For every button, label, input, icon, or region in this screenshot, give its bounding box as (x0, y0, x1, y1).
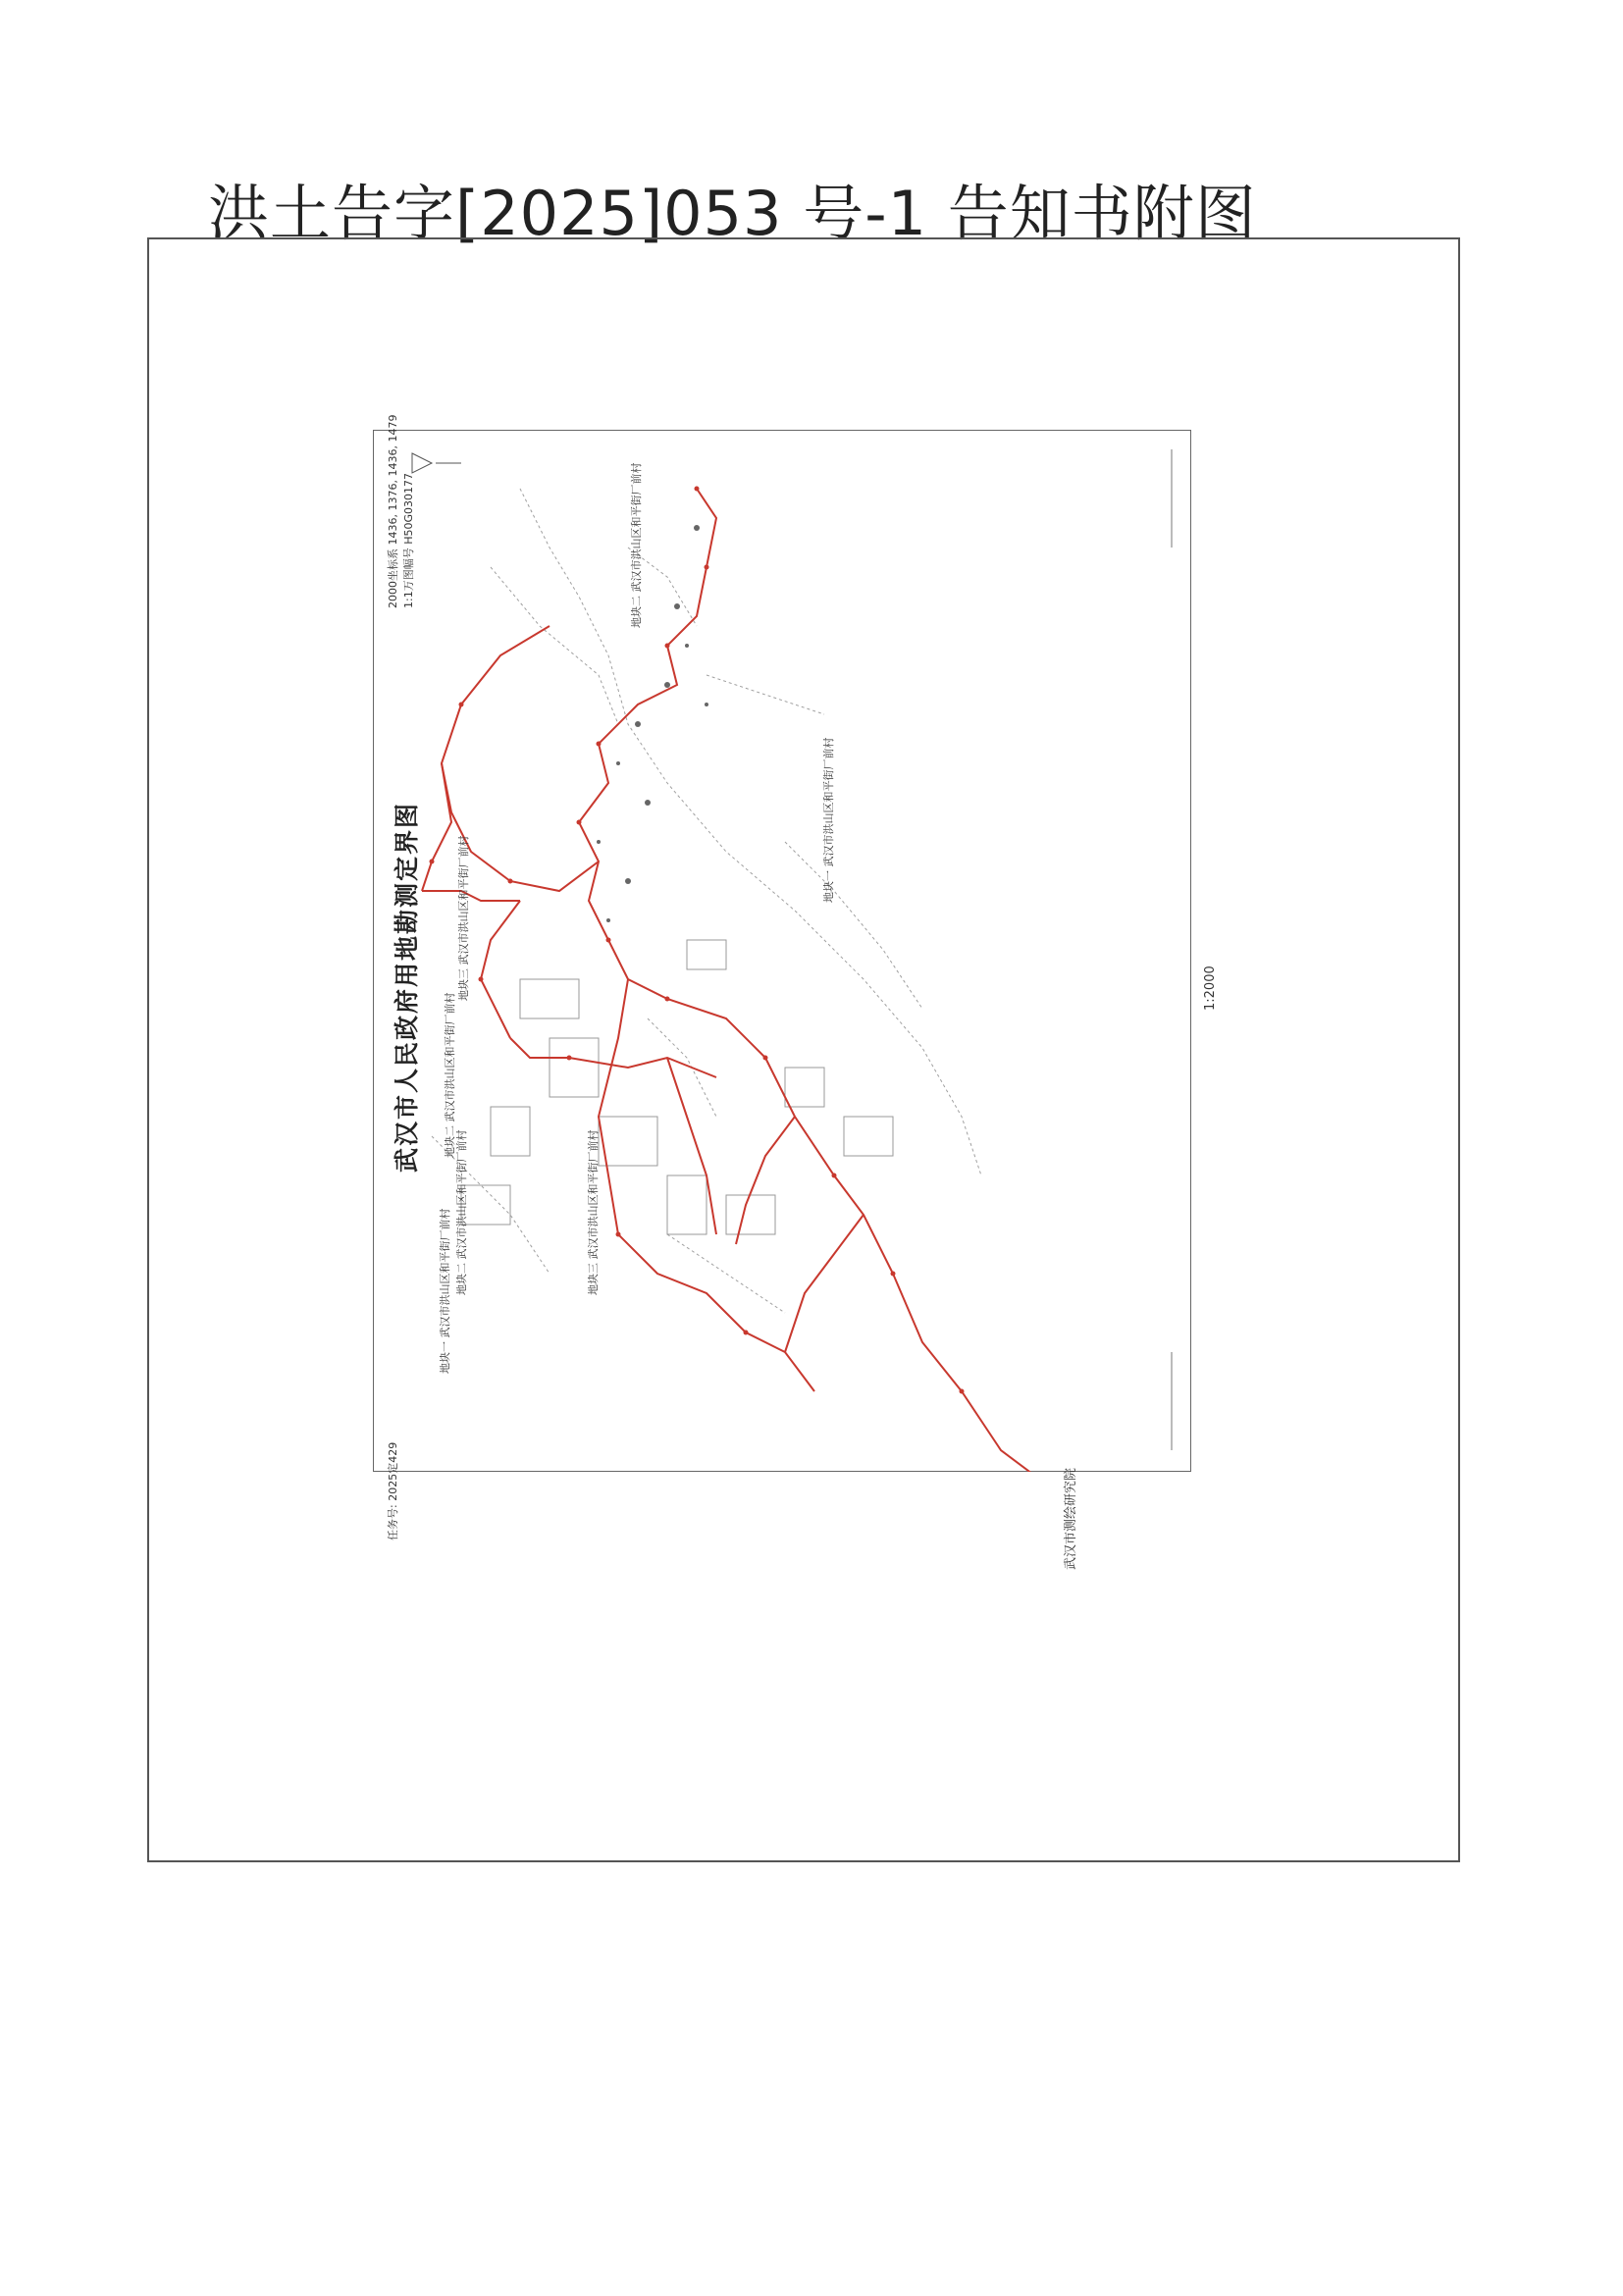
parcel-label-2: 地块二 武汉市洪山区和平街厂前村 (455, 1129, 468, 1295)
surveyor-name: 武汉市测绘研究院 (1064, 1467, 1078, 1570)
page-title: 洪土告字[2025]053 号-1 告知书附图 (208, 178, 1257, 249)
parcel-label-5: 地块三 武汉市洪山区和平街厂前村 (587, 1129, 600, 1295)
parcel-label-3: 地块二 武汉市洪山区和平街厂前村 (444, 992, 456, 1158)
parcel-label-1: 地块一 武汉市洪山区和平街厂前村 (439, 1208, 451, 1374)
header-note-2: 1:1万图幅号 H50G030177 (402, 473, 415, 608)
header-note-1: 2000坐标系 1436, 1376, 1436, 1479 (387, 414, 399, 608)
parcel-label-4: 地块三 武汉市洪山区和平街厂前村 (457, 835, 470, 1001)
parcel-label-6: 地块二 武汉市洪山区和平街厂前村 (630, 462, 643, 628)
survey-map-drawing (373, 430, 1191, 1472)
map-title: 武汉市人民政府用地勘测定界图 (393, 801, 421, 1173)
parcel-label-7: 地块一 武汉市洪山区和平街厂前村 (822, 737, 835, 903)
map-scale: 1:2000 (1203, 965, 1218, 1011)
task-number: 任务号: 2025定429 (387, 1441, 399, 1540)
